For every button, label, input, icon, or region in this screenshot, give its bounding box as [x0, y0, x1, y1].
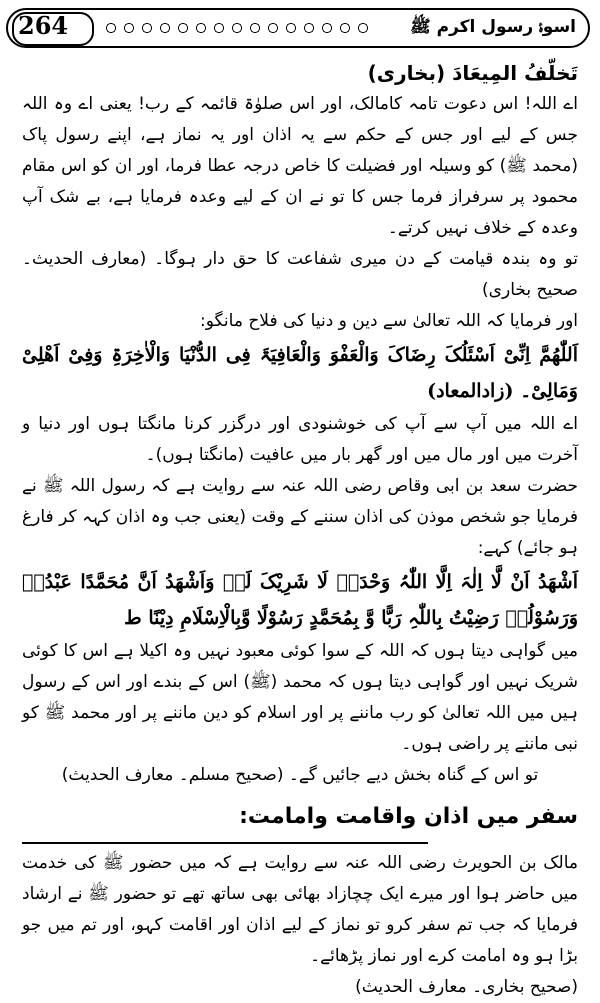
page-header [6, 8, 590, 48]
paragraph-4: اے اللہ میں آپ سے آپ کی خوشنودی اور درگزر کرنا مانگتا ہوں اور دنیا و آخرت میں اور مال میں اور گھر بار میں عافیت (مانگتا ہوں)۔ [22, 414, 578, 465]
paragraph-7: تو اس کے گناہ بخش دیے جائیں گے۔ (صحیح مسلم۔ معارف الحدیث) [61, 765, 539, 785]
paragraph-6: میں گواہی دیتا ہوں کہ اللہ کے سوا کوئی معبود نہیں وہ اکیلا ہے اس کا کوئی شریک نہیں اور گواہی دیتا ہوں کہ محمد (ﷺ) اس کے بندے اور اس کے رسول ہیں میں اللہ تعالیٰ کو رب ماننے پر اور اسلام کو دین ماننے پر اور محمد ﷺ کو نبی ماننے پر راضی ہوں۔ [22, 641, 578, 754]
page-number: 264 [18, 11, 69, 40]
arabic-dua-2: اَشْھَدُ اَنْ لَّا اِلٰہَ اِلَّا اللّٰہُ وَحْدَہٗ لَا شَرِیْکَ لَہٗ وَاَشْھَدُ اَنَّ مُحَمَّدًا عَبْدُہٗ وَرَسُوْلُہٗ رَضِیْتُ بِاللّٰہِ رَبًّا وَّ بِمُحَمَّدٍ رَسُوْلًا وَّبِالْاِسْلَامِ دِیْنًا ط [22, 571, 578, 629]
paragraph-2: تو وہ بندہ قیامت کے دن میری شفاعت کا حق دار ہوگا۔ (معارف الحدیث۔ صحیح بخاری) [22, 249, 578, 300]
paragraph-8: مالک بن الحویرث رضی اللہ عنہ سے روایت ہے کہ میں حضور ﷺ کی خدمت میں حاضر ہوا اور میرے ایک چچازاد بھائی بھی ساتھ تھے تو حضور ﷺ نے ارشاد فرمایا کہ جب تم سفر کرو تو نماز کے لیے اذان اور اقامت کہو، اور تم میں جو بڑا ہو وہ امامت کرے اور نماز پڑھائے۔ [22, 853, 578, 966]
section-underline [22, 842, 428, 844]
book-title: اسوۂ رسول اکرم ﷺ [410, 17, 576, 37]
paragraph-1: اے اللہ! اس دعوت تامہ کامالک، اور اس صلوٰۃ قائمہ کے رب! یعنی اے وہ اللہ جس کے لیے اور جس کے حکم سے یہ اذان اور یہ نماز ہے، اپنے رسول پاک (محمد ﷺ) کو وسیلہ اور فضیلت کا خاص درجہ عطا فرما، اور ان کو اس مقام محمود پر سرفراز فرما جس کا تو نے ان کے لیے وعدہ فرمایا ہے، بے شک آپ وعدہ کے خلاف نہیں کرتے۔ [22, 94, 578, 238]
section-title: سفر میں اذان واقامت وامامت: [239, 804, 578, 829]
paragraph-9: (صحیح بخاری۔ معارف الحدیث) [355, 977, 578, 997]
heading-1: تَخلّفُ المِیعَادَ (بخاری) [367, 61, 578, 85]
paragraph-5: حضرت سعد بن ابی وقاص رضی اللہ عنہ سے روایت ہے کہ رسول اللہ ﷺ نے فرمایا جو شخص موذن کی اذان سننے کے وقت (یعنی جب وہ اذان کہہ کر فارغ ہو جائے) کہے: [22, 476, 578, 558]
arabic-dua-1: اَللّٰھُمَّ اِنِّیْ اَسْئَلُکَ رِضَاکَ وَالْعَفْوَ وَالْعَافِیَۃَ فِی الدُّنْیَا وَالْاٰخِرَۃِ وَفِیْ اَھْلِیْ وَمَالِیْ۔ (زادالمعاد) [22, 344, 578, 402]
page-content [22, 58, 578, 1003]
header-ornament [102, 20, 376, 36]
paragraph-3: اور فرمایا کہ اللہ تعالیٰ سے دین و دنیا کی فلاح مانگو: [200, 311, 578, 331]
